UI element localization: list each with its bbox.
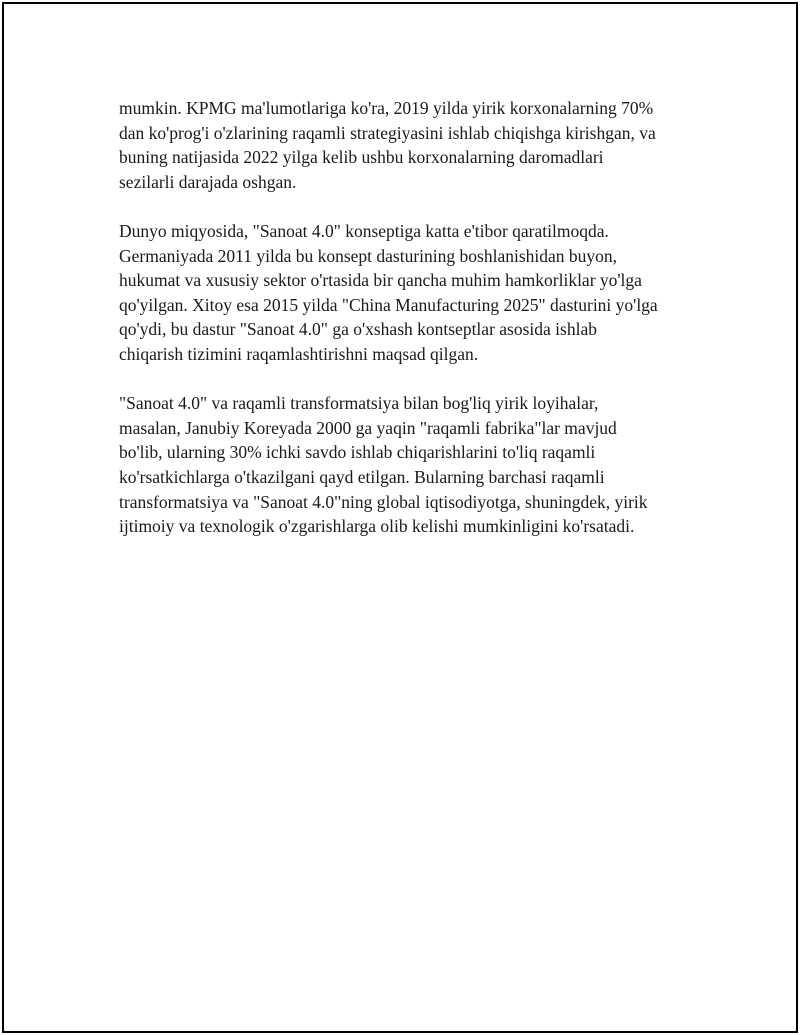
text-line: chiqarish tizimini raqamlashtirishni maqsad qilgan. <box>119 343 479 364</box>
text-line: mumkin. KPMG ma'lumotlariga ko'ra, 2019 yilda yirik korxonalarning 70% <box>119 98 654 118</box>
text-line: qo'yilgan. Xitoy esa 2015 yilda "China Manufacturing 2025" dasturini yo'lga <box>119 294 658 315</box>
text-line: qo'ydi, bu dastur "Sanoat 4.0" ga o'xshash kontseptlar asosida ishlab <box>119 319 597 340</box>
text-line: hukumat va xususiy sektor o'rtasida bir qancha muhim hamkorliklar yo'lga <box>119 270 642 291</box>
text-line: transformatsiya va "Sanoat 4.0"ning global iqtisodiyotga, shuningdek, yirik <box>119 491 648 512</box>
text-line: Germaniyada 2011 yilda bu konsept dasturining boshlanishidan buyon, <box>119 245 618 266</box>
text-line: bo'lib, ularning 30% ichki savdo ishlab chiqarishlarini to'liq raqamli <box>119 442 596 463</box>
page-frame <box>2 2 798 1033</box>
paragraph-3 <box>119 391 699 539</box>
text-line: Dunyo miqyosida, "Sanoat 4.0" konseptiga katta e'tibor qaratilmoqda. <box>119 220 609 241</box>
paragraph-2 <box>119 219 699 367</box>
text-line: buning natijasida 2022 yilga kelib ushbu korxonalarning daromadlari <box>119 147 604 168</box>
text-line: sezilarli darajada oshgan. <box>119 171 297 192</box>
text-line: dan ko'prog'i o'zlarining raqamli strategiyasini ishlab chiqishga kirishgan, va <box>119 122 656 143</box>
text-line: ko'rsatkichlarga o'tkazilgani qayd etilgan. Bularning barchasi raqamli <box>119 466 605 487</box>
paragraph-1 <box>119 96 699 194</box>
text-line: ijtimoiy va texnologik o'zgarishlarga olib kelishi mumkinligini ko'rsatadi. <box>119 516 635 537</box>
text-line: masalan, Janubiy Koreyada 2000 ga yaqin "raqamli fabrika"lar mavjud <box>119 417 617 438</box>
document-body <box>119 96 699 563</box>
text-line: "Sanoat 4.0" va raqamli transformatsiya bilan bog'liq yirik loyihalar, <box>119 393 599 414</box>
